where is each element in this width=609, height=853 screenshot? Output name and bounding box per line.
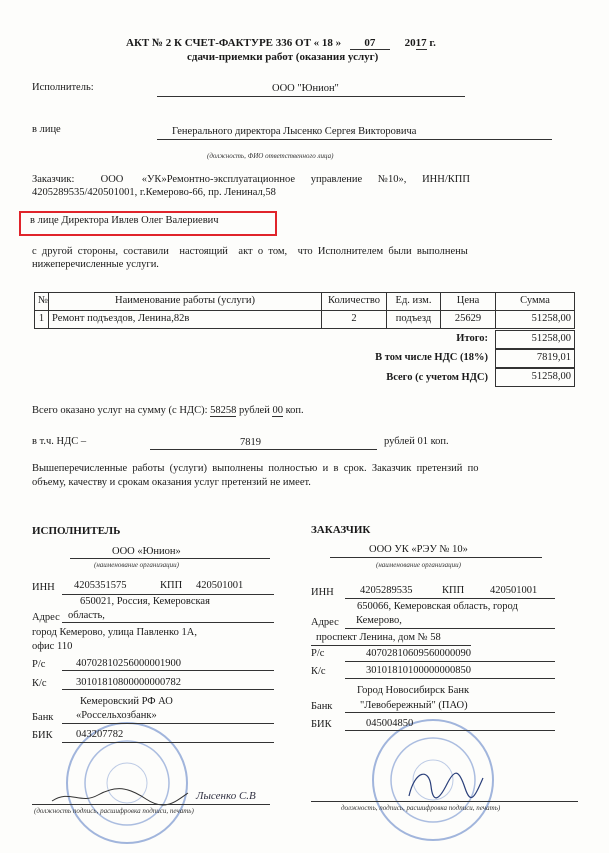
summary-kop-word: коп. <box>285 405 304 416</box>
right-rs: 40702810609560000090 <box>366 648 471 659</box>
left-address-mid: область, <box>68 610 105 621</box>
right-address-top: 650066, Кемеровская область, город <box>357 601 518 612</box>
table-row-price: 25629 <box>440 310 496 329</box>
right-ks: 30101810100000000850 <box>366 665 471 676</box>
right-inn: 4205289535 <box>360 585 413 596</box>
right-org: ООО УК «РЭУ № 10» <box>369 544 468 555</box>
table-row-unit: подъезд <box>386 310 441 329</box>
left-kpp: 420501001 <box>196 580 244 591</box>
total-value: 51258,00 <box>495 330 575 349</box>
intro-line1: с другой стороны, составили настоящий акт о том, что Исполнителем были выполнены <box>32 246 468 257</box>
act-year-prefix: 20 <box>404 37 416 49</box>
left-org-caption: (наименование организации) <box>94 561 179 569</box>
customer-line2: 4205289535/420501001, г.Кемерово-66, пр. Ленинал,58 <box>32 187 276 198</box>
table-header-unit: Ед. изм. <box>386 292 441 311</box>
summary-total <box>32 405 304 416</box>
customer-line1: Заказчик: ООО «УК»Ремонтно-эксплуатационное управление №10», ИНН/КПП <box>32 174 470 185</box>
table-header-name: Наименование работы (услуги) <box>48 292 322 311</box>
left-bank-name: «Россельхозбанк» <box>76 710 157 721</box>
right-heading: ЗАКАЗЧИК <box>311 524 371 536</box>
act-title <box>126 37 436 50</box>
table-row-sum: 51258,00 <box>495 310 575 329</box>
right-org-caption: (наименование организации) <box>376 561 461 569</box>
left-address-top: 650021, Россия, Кемеровская <box>80 596 210 607</box>
table-row-num: 1 <box>34 310 49 329</box>
left-org: ООО «Юнион» <box>112 546 181 557</box>
left-ks: 30101810800000000782 <box>76 677 181 688</box>
vat-value: 7819,01 <box>495 349 575 368</box>
summary-total-prefix: Всего оказано услуг на сумму (с НДС): <box>32 405 208 416</box>
left-rs: 40702810256000001900 <box>76 658 181 669</box>
table-header-num: № <box>34 292 49 311</box>
right-bank-top: Город Новосибирск Банк <box>357 685 470 696</box>
customer-person: в лице Директора Ивлев Олег Валериевич <box>30 215 219 226</box>
right-sign-caption: должность, подпись, расшифровка подписи, печать) <box>341 804 501 812</box>
executor-name: ООО "Юнион" <box>272 83 339 94</box>
table-header-sum: Сумма <box>495 292 575 311</box>
in-person-label: в лице <box>32 124 61 135</box>
table-header-price: Цена <box>440 292 496 311</box>
summary-rub-word: рублей <box>239 405 270 416</box>
statement-line2: объему, качеству и срокам оказания услуг претензий не имеет. <box>32 477 311 488</box>
right-inn-label: ИНН <box>311 587 334 598</box>
act-title-text: АКТ № 2 К СЧЕТ-ФАКТУРЕ 336 ОТ « 18 » <box>126 37 342 49</box>
table-header-qty: Количество <box>321 292 387 311</box>
left-signature-icon <box>50 783 190 809</box>
act-month: 07 <box>350 37 390 50</box>
left-heading: ИСПОЛНИТЕЛЬ <box>32 525 121 537</box>
left-ks-label: К/с <box>32 678 47 689</box>
executor-person-caption: (должность, ФИО ответственного лица) <box>207 152 334 160</box>
right-ks-label: К/с <box>311 666 326 677</box>
left-bank-top: Кемеровский РФ АО <box>80 696 173 707</box>
act-year-end: г. <box>429 37 436 49</box>
right-address-line3: проспект Ленина, дом № 58 <box>316 632 441 643</box>
vat-label: В том числе НДС (18%) <box>375 352 488 363</box>
table-row-name: Ремонт подъездов, Ленина,82в <box>48 310 322 329</box>
total-label: Итого: <box>456 333 488 344</box>
summary-total-rub: 58258 <box>210 405 237 416</box>
right-bank-label: Банк <box>311 701 333 712</box>
right-address-label: Адрес <box>311 617 339 628</box>
summary-total-kop: 00 <box>272 405 283 416</box>
vat-value-summary: 7819 <box>240 437 261 448</box>
executor-person: Генерального директора Лысенко Сергея Викторовича <box>172 126 417 137</box>
left-address-line4: офис 110 <box>32 641 73 652</box>
left-signature-text: Лысенко С.В <box>196 790 256 802</box>
left-sign-caption: (должность подпись, расшифровка подписи, печать) <box>34 807 194 815</box>
left-inn-label: ИНН <box>32 582 55 593</box>
left-rs-label: Р/с <box>32 659 46 670</box>
left-bik: 043207782 <box>76 729 124 740</box>
right-bank-name: "Левобережный" (ПАО) <box>360 700 468 711</box>
grand-total-value: 51258,00 <box>495 368 575 387</box>
right-bik-label: БИК <box>311 719 332 730</box>
intro-line2: нижеперечисленные услуги. <box>32 259 159 270</box>
right-kpp-label: КПП <box>442 585 465 596</box>
act-year-suffix: 17 <box>415 37 427 49</box>
left-address-line3: город Кемерово, улица Павленко 1А, <box>32 627 197 638</box>
statement-line1: Вышеперечисленные работы (услуги) выполнены полностью и в срок. Заказчик претензий по <box>32 463 479 474</box>
table-row-qty: 2 <box>321 310 387 329</box>
right-kpp: 420501001 <box>490 585 538 596</box>
left-address-label: Адрес <box>32 612 60 623</box>
grand-total-label: Всего (с учетом НДС) <box>386 372 488 383</box>
left-bank-label: Банк <box>32 712 54 723</box>
right-signature-icon <box>405 766 485 806</box>
left-inn: 4205351575 <box>74 580 127 591</box>
left-bik-label: БИК <box>32 730 53 741</box>
right-bik: 045004850 <box>366 718 414 729</box>
right-address-mid: Кемерово, <box>356 615 402 626</box>
left-kpp-label: КПП <box>160 580 183 591</box>
executor-label: Исполнитель: <box>32 82 94 93</box>
right-rs-label: Р/с <box>311 648 325 659</box>
vat-prefix: в т.ч. НДС – <box>32 436 87 447</box>
vat-suffix: рублей 01 коп. <box>384 436 449 447</box>
act-subtitle: сдачи-приемки работ (оказания услуг) <box>187 51 379 63</box>
